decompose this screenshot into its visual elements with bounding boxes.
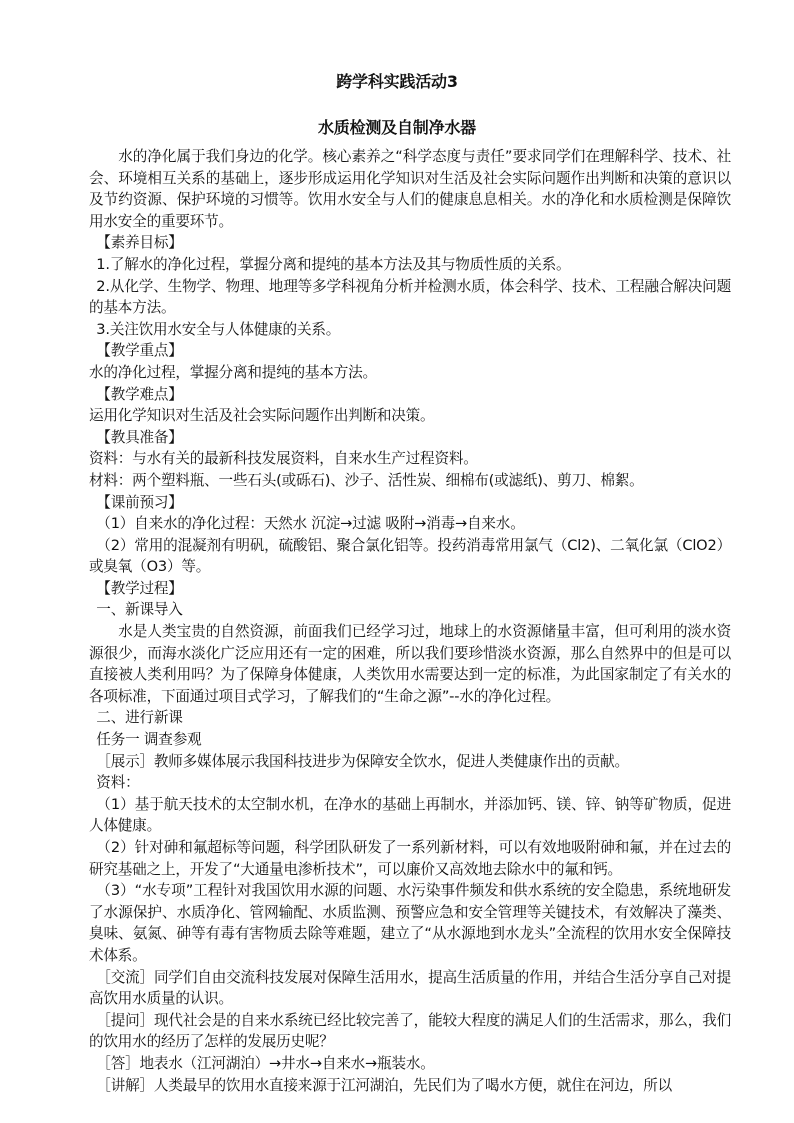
preview-item: （1）自来水的净化过程：天然水 沉淀→过滤 吸附→消毒→自来水。 — [96, 515, 525, 533]
intro-lesson-paragraph: 水是人类宝贵的自然资源，前面我们已经学习过，地球上的水资源储量丰富，但可利用的淡水资源很少，而海水淡化广泛应用还有一定的困难，所以我们要珍惜淡水资源，那么自然界中的但是可以直接被人类利用吗？为了保障身体健康，人类饮用水需要达到一定的标准，为此国家制定了有关水的各项标准，下面通过项目式学习，了解我们的“生命之源”--水的净化过程。 — [89, 623, 731, 705]
intro-paragraph: 水的净化属于我们身边的化学。核心素养之“科学态度与责任”要求同学们在理解科学、技术、社会、环境相互关系的基础上，逐步形成运用化学知识对生活及社会实际问题作出判断和决策的意识以及节约资源、保护环境的习惯等。饮用水安全与人们的健康息息相关。水的净化和水质检测是保障饮用水安全的重要环节。 — [89, 148, 731, 230]
resource-item: （3）“水专项”工程针对我国饮用水源的问题、水污染事件频发和供水系统的安全隐患，系统地研发了水源保护、水质净化、管网输配、水质监测、预警应急和安全管理等关键技术，有效解决了藻类、臭味、氨氮、砷等有毒有害物质去除等难题，建立了“从水源地到水龙头”全流程的饮用水安全保障技术体系。 — [89, 882, 731, 964]
materials-resources: 资料：与水有关的最新科技发展资料，自来水生产过程资料。 — [89, 450, 478, 468]
goal-item: 1.了解水的净化过程，掌握分离和提纯的基本方法及其与物质性质的关系。 — [96, 255, 571, 273]
materials-list: 材料：两个塑料瓶、一些石头(或砾石)、沙子、活性炭、细棉布(或滤纸)、剪刀、棉絮。 — [89, 471, 644, 489]
document-body — [89, 146, 731, 1096]
section-heading-materials: 【教具准备】 — [96, 428, 183, 446]
process-step-heading: 一、新课导入 — [96, 601, 183, 619]
preview-item: （2）常用的混凝剂有明矾，硫酸铝、聚合氯化铝等。投药消毒常用氯气（Cl2)、二氧化氯（ClO2）或臭氧（O3）等。 — [89, 536, 731, 576]
display-paragraph: ［展示］教师多媒体展示我国科技进步为保障安全饮水，促进人类健康作出的贡献。 — [96, 752, 629, 770]
section-heading-difficulties: 【教学难点】 — [96, 385, 183, 403]
document-subtitle: 水质检测及自制净水器 — [317, 118, 476, 137]
document-title: 跨学科实践活动3 — [336, 72, 458, 91]
exchange-paragraph: ［交流］同学们自由交流科技发展对保障生活用水，提高生活质量的作用，并结合生活分享自己对提高饮用水质量的认识。 — [89, 968, 731, 1008]
question-paragraph: ［提问］现代社会是的自来水系统已经比较完善了，能较大程度的满足人们的生活需求，那么，我们的饮用水的经历了怎样的发展历史呢？ — [89, 1011, 731, 1051]
answer-paragraph: ［答］地表水（江河湖泊）→井水→自来水→瓶装水。 — [96, 1054, 435, 1072]
resource-item: （2）针对砷和氟超标等问题，科学团队研发了一系列新材料，可以有效地吸附砷和氟，并在过去的研究基础之上，开发了“大通量电渗析技术”，可以廉价又高效地去除水中的氟和钙。 — [89, 839, 731, 878]
process-step-heading: 二、进行新课 — [96, 709, 183, 727]
resource-item: （1）基于航天技术的太空制水机，在净水的基础上再制水，并添加钙、镁、锌、钠等矿物质，促进人体健康。 — [89, 795, 731, 835]
difficulties-text: 运用化学知识对生活及社会实际问题作出判断和决策。 — [89, 407, 435, 425]
section-heading-process: 【教学过程】 — [96, 579, 183, 597]
explanation-paragraph: ［讲解］人类最早的饮用水直接来源于江河湖泊，先民们为了喝水方便，就住在河边，所以 — [96, 1076, 673, 1094]
key-points-text: 水的净化过程，掌握分离和提纯的基本方法。 — [89, 363, 377, 381]
section-heading-key-points: 【教学重点】 — [96, 342, 183, 360]
section-heading-preview: 【课前预习】 — [96, 493, 183, 511]
task-heading: 任务一 调查参观 — [96, 731, 202, 749]
goal-item: 3.关注饮用水安全与人体健康的关系。 — [96, 320, 341, 338]
section-heading-goals: 【素养目标】 — [96, 234, 183, 252]
resources-label: 资料： — [96, 774, 140, 792]
goal-item: 2.从化学、生物学、物理、地理等多学科视角分析并检测水质，体会科学、技术、工程融合解决问题的基本方法。 — [89, 277, 731, 317]
